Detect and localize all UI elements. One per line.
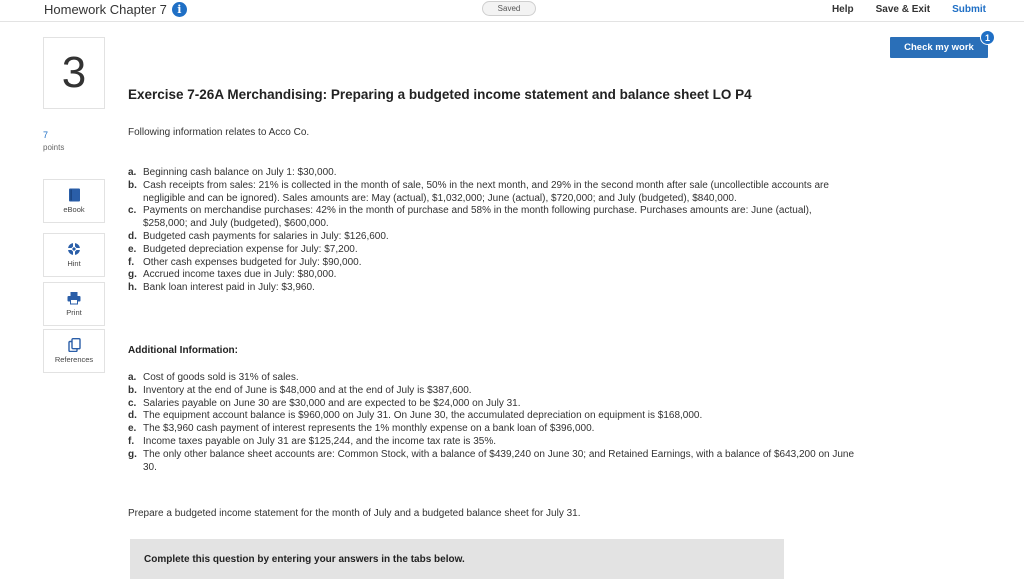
list-item: c. Salaries payable on June 30 are $30,000 and are expected to be $24,000 on July 31. xyxy=(128,397,521,409)
list-item: a. Beginning cash balance on July 1: $30,000. xyxy=(128,167,337,178)
list-item: g. The only other balance sheet accounts are: Common Stock, with a balance of $439,240 on June 30; and Retained Earnings, with a balance of $643,200 on June 30. xyxy=(128,448,855,473)
complete-question-banner xyxy=(130,539,784,579)
points-label: points xyxy=(43,143,65,152)
references-label: References xyxy=(54,355,94,364)
saved-status: Saved xyxy=(482,1,536,16)
save-exit-link[interactable]: Save & Exit xyxy=(875,4,931,15)
print-button[interactable] xyxy=(43,282,105,326)
assignment-title xyxy=(44,2,187,17)
additional-info-list xyxy=(128,372,858,474)
list-item: f. Income taxes payable on July 31 are $125,244, and the income tax rate is 35%. xyxy=(128,435,496,447)
ebook-button[interactable] xyxy=(43,179,105,223)
submit-link[interactable]: Submit xyxy=(952,4,986,15)
complete-question-text: Complete this question by entering your answers in the tabs below. xyxy=(144,553,465,565)
copy-icon xyxy=(67,338,81,352)
lifebuoy-icon xyxy=(67,242,81,256)
list-item: d. The equipment account balance is $960,000 on July 31. On June 30, the accumulated depreciation on equipment is $168,000. xyxy=(128,410,703,422)
book-icon xyxy=(67,188,81,202)
list-item: g. Accrued income taxes due in July: $80,000. xyxy=(128,269,337,281)
list-item: h. Bank loan interest paid in July: $3,960. xyxy=(128,282,315,294)
list-item: e. The $3,960 cash payment of interest represents the 1% monthly expense on a bank loan of $396,000. xyxy=(128,423,595,435)
info-icon[interactable]: i xyxy=(172,2,187,17)
list-item: a. Cost of goods sold is 31% of sales. xyxy=(128,372,299,383)
list-item: b. Inventory at the end of June is $48,000 and at the end of July is $387,600. xyxy=(128,384,472,396)
check-work-badge: 1 xyxy=(980,30,995,45)
list-item: b. Cash receipts from sales: 21% is collected in the month of sale, 50% in the next month, and 29% in the second month after sale (uncollectible accounts are negligible and can be ignored). Sales amounts are: May (actual), $1,032,000; June (actual), $720,000; and July (budgeted), $840,000. xyxy=(128,179,829,204)
hint-button[interactable] xyxy=(43,233,105,277)
instructions-text: Prepare a budgeted income statement for the month of July and a budgeted balance sheet for July 31. xyxy=(128,508,581,519)
points xyxy=(43,130,64,152)
given-information-list xyxy=(128,167,858,295)
points-value: 7 xyxy=(43,130,49,140)
help-link[interactable]: Help xyxy=(831,4,854,15)
assignment-title-text: Homework Chapter 7 xyxy=(44,2,167,17)
top-links xyxy=(832,4,986,15)
question-number: 3 xyxy=(43,37,105,109)
check-my-work-button[interactable]: Check my work xyxy=(890,37,988,58)
list-item: d. Budgeted cash payments for salaries in July: $126,600. xyxy=(128,230,389,242)
additional-info-heading: Additional Information: xyxy=(128,345,238,356)
printer-icon xyxy=(67,291,81,305)
print-label: Print xyxy=(66,308,82,317)
list-item: f. Other cash expenses budgeted for July: $90,000. xyxy=(128,256,362,268)
exercise-title: Exercise 7-26A Merchandising: Preparing a budgeted income statement and balance sheet LO P4 xyxy=(128,87,752,102)
list-item: e. Budgeted depreciation expense for July: $7,200. xyxy=(128,243,358,255)
ebook-label: eBook xyxy=(63,205,85,214)
list-item: c. Payments on merchandise purchases: 42% in the month of purchase and 58% in the month following purchase. Purchases amounts are: June (actual), $258,000; and July (budgeted), $600,000. xyxy=(128,205,812,230)
hint-label: Hint xyxy=(67,259,81,268)
exercise-intro: Following information relates to Acco Co. xyxy=(128,127,310,138)
top-bar xyxy=(0,0,1024,22)
references-button[interactable] xyxy=(43,329,105,373)
